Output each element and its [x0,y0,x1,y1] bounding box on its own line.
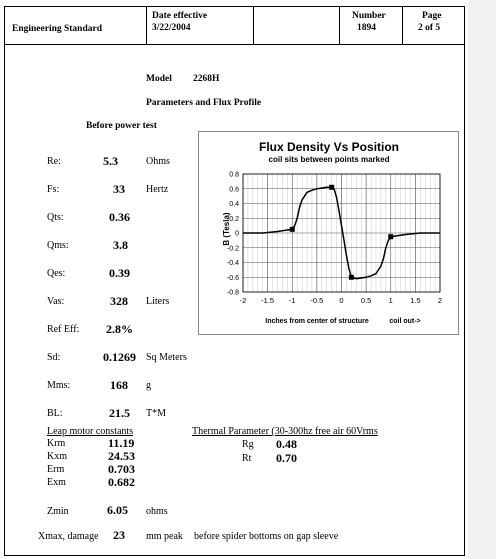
x-tick-label: 0.5 [360,296,372,305]
x-tick-label: -1 [288,296,296,305]
y-tick-label: -0.6 [226,274,239,282]
param-value-sd: 0.1269 [103,350,136,364]
coil-position-marker [290,227,295,232]
x-tick-label: -0.5 [310,296,324,305]
y-tick-label: 0.8 [229,171,239,179]
param-label-qms: Qms: [47,240,69,251]
page-value: 2 of 5 [418,23,441,33]
y-tick-label: -0.4 [226,260,239,267]
param-label-mms: Mms: [47,380,71,391]
date-label: Date effective [152,11,208,21]
y-tick-label: 0 [235,230,239,238]
section-title: Parameters and Flux Profile [146,98,262,108]
model-value: 2268H [193,74,220,84]
y-tick-label: 0.2 [229,215,239,223]
param-unit-mms: g [146,380,151,391]
x-tick-label: -2 [239,296,247,305]
thermal-label-rg: Rg [242,439,254,450]
param-value-qes: 0.39 [109,266,130,280]
param-unit-sd: Sq Meters [146,352,187,363]
y-tick-label: -0.2 [226,245,239,253]
param-value-vas: 328 [110,294,128,308]
leap-label-exm: Exm [47,477,66,488]
thermal-value-rg: 0.48 [276,437,297,451]
x-tick-label: 1.5 [410,296,421,305]
x-tick-label: 2 [437,296,443,305]
param-unit-fs: Hertz [146,184,169,195]
param-value-mms: 168 [110,378,128,392]
coil-position-marker [349,275,354,280]
param-unit-re: Ohms [146,156,170,167]
y-tick-label: -0.8 [226,289,239,297]
param-label-bl: BL: [47,408,63,419]
header-col-divider-4 [402,6,403,45]
flux-chart [199,132,458,334]
page-label: Page [422,11,442,21]
xmax-label: Xmax, damage [38,531,99,542]
org-name: Engineering Standard [12,24,103,34]
chart-subtitle: coil sits between points marked [268,155,390,164]
chart-xlabel: Inches from center of structure [265,318,369,325]
leap-title: Leap motor constants [47,426,134,437]
flux-chart-box [198,131,459,335]
date-value: 3/22/2004 [152,23,191,33]
x-tick-label: 0 [339,296,344,305]
x-tick-label: 1 [388,296,393,305]
xmax-unit: mm peak [146,531,183,542]
chart-ylabel: B (Tesla) [222,212,231,246]
model-label: Model [146,74,172,84]
param-unit-bl: T*M [146,408,166,419]
number-value: 1894 [357,23,376,33]
param-value-fs: 33 [113,182,125,196]
param-label-qes: Qes: [47,268,66,279]
header-divider [4,44,464,45]
number-label: Number [352,11,386,21]
xmax-value: 23 [113,528,125,542]
leap-label-krm: Krm [47,438,66,449]
header-col-divider-2 [253,6,254,45]
leap-value-erm: 0.703 [108,462,135,476]
param-label-vas: Vas: [47,296,65,307]
param-label-sd: Sd: [47,352,61,363]
param-value-re: 5.3 [103,154,118,168]
param-label-fs: Fs: [47,184,60,195]
header-col-divider-1 [146,6,147,45]
header-col-divider-3 [339,6,340,45]
page-margin-right [468,0,496,559]
chart-xlabel-note: coil out-> [389,318,421,325]
y-tick-label: 0.4 [229,201,239,208]
thermal-label-rt: Rt [242,453,252,464]
leap-value-krm: 11.19 [108,436,135,450]
param-label-qts: Qts: [47,212,64,223]
param-value-ref-eff: 2.8% [106,322,133,336]
y-tick-label: 0.6 [229,186,239,194]
thermal-value-rt: 0.70 [276,451,297,465]
leap-value-exm: 0.682 [108,475,135,489]
xmax-note: before spider bottoms on gap sleeve [194,531,339,542]
zmin-label: Zmin [47,506,69,517]
leap-value-kxm: 24.53 [108,449,135,463]
x-tick-label: -1.5 [261,296,275,305]
param-label-ref-eff: Ref Eff: [47,324,80,335]
leap-label-erm: Erm [47,464,65,475]
zmin-unit: ohms [146,506,168,517]
thermal-title: Thermal Parameter (30-300hz free air 60Vrms [192,426,378,437]
coil-position-marker [388,234,393,239]
param-value-qts: 0.36 [109,210,130,224]
leap-label-kxm: Kxm [47,451,67,462]
chart-title: Flux Density Vs Position [258,140,400,154]
param-label-re: Re: [47,156,61,167]
param-unit-vas: Liters [146,296,170,307]
zmin-value: 6.05 [107,503,128,517]
before-power-test: Before power test [86,121,157,131]
coil-position-marker [329,185,334,190]
param-value-bl: 21.5 [109,406,130,420]
param-value-qms: 3.8 [113,238,128,252]
